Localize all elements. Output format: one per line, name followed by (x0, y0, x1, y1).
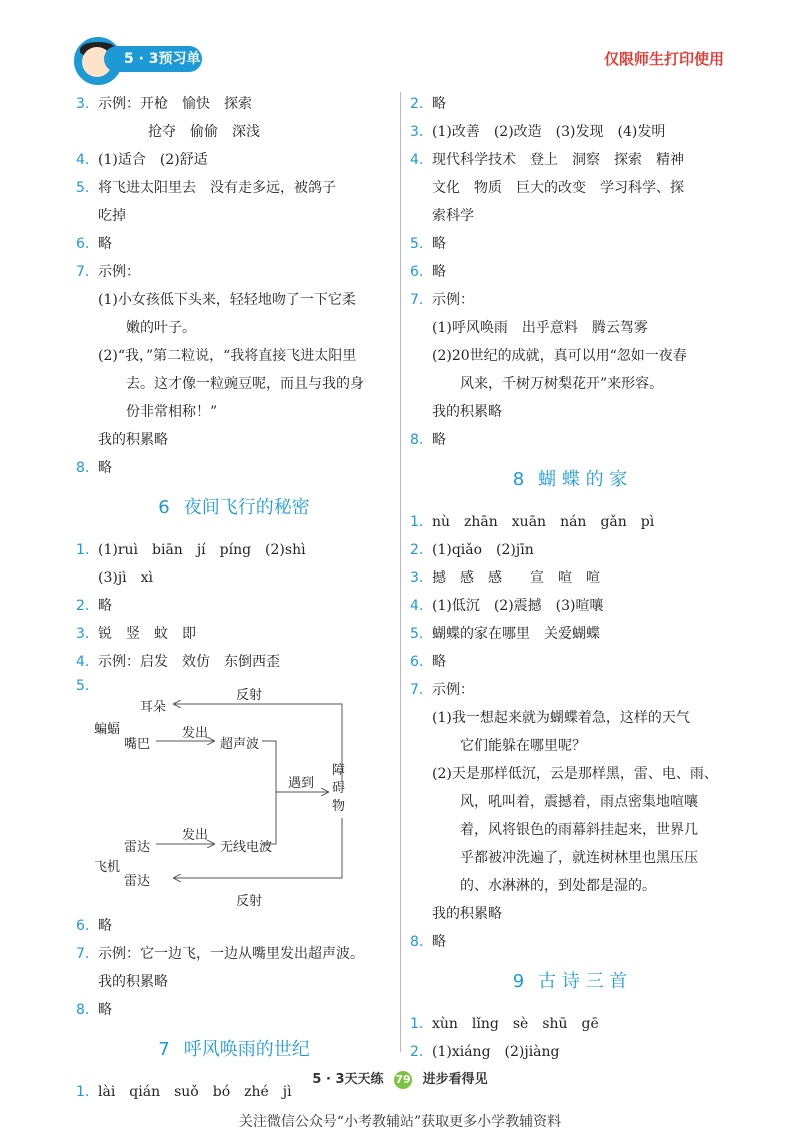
column-divider (400, 92, 401, 1052)
answer-line: (1)我一想起来就为蝴蝶着急，这样的天气 (432, 710, 690, 726)
answer-line: 3. 撼 感 感 宣 喧 喧 (410, 570, 600, 586)
answer-line: 抢夺 偷偷 深浅 (148, 124, 260, 140)
diagram-label: 蝙蝠 (94, 722, 121, 737)
section-title: 9 古 诗 三 首 (512, 971, 628, 992)
section-title: 8 蝴 蝶 的 家 (512, 469, 628, 490)
answer-line: 2. (1)qiǎo (2)jīn (410, 542, 534, 558)
answer-line: 5. 将飞进太阳里去 没有走多远，被鸽子 (76, 180, 336, 196)
answer-line: 6. 略 (410, 654, 446, 670)
answer-line: 8. 略 (76, 460, 112, 476)
diagram-label: 超声波 (220, 737, 260, 752)
answer-line: 乎都被冲洗遍了，就连树林里也黑压压 (460, 850, 698, 866)
answer-line: 份非常相称！” (126, 404, 218, 420)
footer-series: 5 · 3天天练 (312, 1072, 384, 1087)
answer-line: 风来，千树万树梨花开”来形容。 (460, 376, 664, 392)
answer-line: (2)“我，”第二粒说，“我将直接飞进太阳里 (98, 348, 357, 364)
answer-line: 它们能躲在哪里呢？ (460, 738, 586, 754)
answer-line: 吃掉 (98, 208, 126, 224)
answer-line: 文化 物质 巨大的改变 学习科学、探 (432, 180, 684, 196)
answer-line: 8. 略 (76, 1002, 112, 1018)
footer-slogan: 进步看得见 (422, 1072, 488, 1087)
answer-line: 4. (1)低沉 (2)震撼 (3)喧嚷 (410, 598, 604, 614)
answer-line: 7. 示例： (76, 264, 140, 280)
diagram-label: 耳朵 (140, 700, 167, 715)
page-footer (0, 1068, 800, 1089)
answer-line: 5. (76, 678, 90, 694)
diagram-label: 遇到 (288, 776, 315, 791)
right-column (410, 90, 730, 1066)
echolocation-diagram (94, 688, 394, 912)
section-title: 6 夜间飞行的秘密 (158, 497, 310, 518)
diagram-label: 嘴巴 (124, 737, 151, 752)
diagram-label: 发出 (182, 726, 209, 741)
left-column (76, 90, 392, 1106)
answer-line: 5. 蝴蝶的家在哪里 关爱蝴蝶 (410, 626, 600, 642)
answer-line: 我的积累略 (98, 432, 168, 448)
diagram-label: 反射 (236, 688, 263, 703)
answer-line: 3. 示例：开枪 愉快 探索 (76, 96, 252, 112)
answer-line: 我的积累略 (432, 404, 502, 420)
answer-line: 1. xùn lǐng sè shū gē (410, 1016, 599, 1032)
diagram-label: 无线电波 (220, 840, 273, 855)
answer-line: 4. 示例：启发 效仿 东倒西歪 (76, 654, 280, 670)
answer-line: 1. (1)ruì biān jí píng (2)shì (76, 542, 306, 558)
answer-line: 7. 示例：它一边飞，一边从嘴里发出超声波。 (76, 946, 364, 962)
answer-line: 7. 示例： (410, 292, 474, 308)
watermark-text: 关注微信公众号“小考教辅站”获取更多小学教辅资料 (238, 1114, 562, 1130)
answer-line: (3)jì xì (98, 570, 154, 586)
answer-line: 我的积累略 (432, 906, 502, 922)
answer-line: 索科学 (432, 208, 474, 224)
answer-line: 4. (1)适合 (2)舒适 (76, 152, 208, 168)
book-series-label: 5 · 3预习单 (104, 46, 202, 72)
diagram-label: 反射 (236, 894, 263, 909)
answer-line: 1. lài qián suǒ bó zhé jì (76, 1084, 292, 1100)
answer-line: 4. 现代科学技术 登上 洞察 探索 精神 (410, 152, 684, 168)
diagram-label: 障碍物 (332, 763, 346, 814)
diagram-label: 发出 (182, 828, 209, 843)
answer-line: 6. 略 (410, 264, 446, 280)
answer-line: 风，吼叫着，震撼着，雨点密集地喧嚷 (460, 794, 698, 810)
answer-line: (1)小女孩低下头来，轻轻地吻了一下它柔 (98, 292, 356, 308)
answer-line: 3. (1)改善 (2)改造 (3)发现 (4)发明 (410, 124, 666, 140)
answer-line: 的、水淋淋的，到处都是湿的。 (460, 878, 656, 894)
answer-line: 8. 略 (410, 432, 446, 448)
answer-line: 嫩的叶子。 (126, 320, 196, 336)
diagram-label: 雷达 (124, 874, 151, 889)
diagram-label: 雷达 (124, 840, 151, 855)
section-title: 7 呼风唤雨的世纪 (158, 1039, 310, 1060)
answer-line: 2. 略 (410, 96, 446, 112)
answer-line: 1. nù zhān xuān nán gǎn pì (410, 514, 655, 530)
page-number-badge: 79 (394, 1071, 412, 1089)
answer-line: 8. 略 (410, 934, 446, 950)
answer-line: (2)20世纪的成就，真可以用“忽如一夜春 (432, 348, 687, 364)
answer-line: 去。这才像一粒豌豆呢，而且与我的身 (126, 376, 364, 392)
answer-line: 3. 锐 竖 蚊 即 (76, 626, 196, 642)
answer-line: 着，风将银色的雨幕斜挂起来，世界几 (460, 822, 698, 838)
answer-line: 6. 略 (76, 918, 112, 934)
answer-line: 7. 示例： (410, 682, 474, 698)
diagram-label: 飞机 (94, 860, 121, 875)
answer-line: 2. (1)xiáng (2)jiàng (410, 1044, 560, 1060)
answer-line: (1)呼风唤雨 出乎意料 腾云驾雾 (432, 320, 648, 336)
page-header (0, 0, 800, 90)
usage-notice: 仅限师生打印使用 (603, 50, 724, 68)
answer-line: 5. 略 (410, 236, 446, 252)
answer-line: 6. 略 (76, 236, 112, 252)
answer-line: (2)天是那样低沉，云是那样黑，雷、电、雨、 (432, 766, 718, 782)
answer-line: 我的积累略 (98, 974, 168, 990)
answer-line: 2. 略 (76, 598, 112, 614)
